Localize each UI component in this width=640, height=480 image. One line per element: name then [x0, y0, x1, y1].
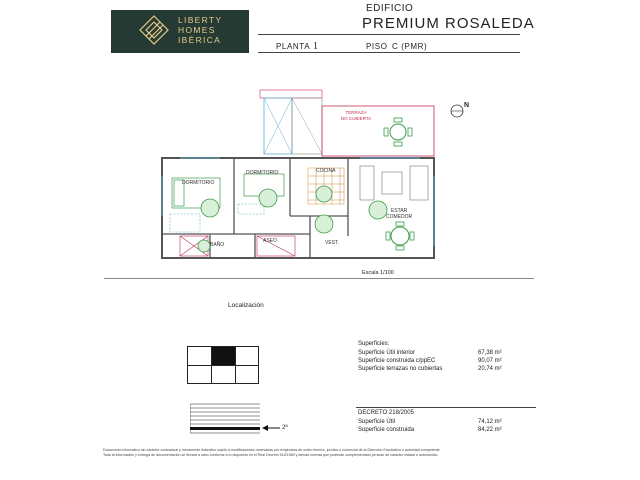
- row-value: 90,07 m²: [478, 358, 502, 364]
- superficies-title: Superficies:: [358, 341, 390, 347]
- room-dormitorio-1: DORMITORIO: [182, 180, 215, 186]
- brand-line-1: LIBERTY: [178, 15, 223, 25]
- room-cocina: COCINA: [316, 168, 336, 174]
- location-cell-selected: [211, 346, 236, 366]
- location-cell: [187, 365, 212, 384]
- superficies-table: [358, 340, 538, 380]
- row-value: 84,22 m²: [478, 427, 502, 433]
- piso-value: C (PMR): [392, 42, 428, 51]
- row-value: 74,12 m²: [478, 419, 502, 425]
- floor-stack: [190, 402, 260, 438]
- decreto-title: DECRETO 218/2005: [358, 410, 414, 416]
- room-vest: VEST.: [325, 240, 339, 246]
- floor-marker: 2ª: [282, 425, 288, 431]
- room-bano: BAÑO: [210, 242, 225, 248]
- planta-label: PLANTA: [276, 42, 311, 51]
- room-dormitorio-2: DORMITORIO: [246, 170, 279, 176]
- brand-line-3: IBÉRICA: [178, 35, 222, 45]
- room-aseo: ASEO: [263, 238, 277, 244]
- brand-line-2: HOMES: [178, 25, 216, 35]
- decreto-row: [358, 418, 502, 426]
- logo-icon: [138, 14, 170, 46]
- localizacion-label: Localización: [228, 302, 264, 309]
- location-grid: [187, 346, 259, 384]
- superficies-row: [358, 365, 502, 373]
- superficies-row: [358, 349, 502, 357]
- legal-line-1: Documento informativo sin carácter contractual y meramente ilustrativo sujeto a modificaciones necesarias por exigencias de orden técnico, jurídico o comercial de la Dirección Facultativa o autoridad competente.: [103, 448, 441, 452]
- header-rule: [258, 34, 520, 35]
- building-name: PREMIUM ROSALEDA: [362, 15, 535, 32]
- scale-label: Escala 1/100: [362, 270, 394, 276]
- location-cell: [211, 365, 236, 384]
- row-label: Superficie Útil: [358, 419, 396, 425]
- floor-plan: [160, 86, 450, 264]
- decreto-row: [358, 426, 502, 434]
- legal-line-2: Toda la información y entrega de documentación se llevará a cabo conforme a lo dispuesto en el Real Decreto 515/1989 y demás normas que pudieran complementarlo ya sean de carácter estatal o autonómico.: [103, 452, 439, 457]
- planta-value: 1: [313, 41, 319, 52]
- superficies-row: [358, 357, 502, 365]
- decreto-table: [358, 409, 538, 437]
- piso-label: PISO: [366, 42, 388, 51]
- terraza-label: TERRAZA NO CUBIERTA: [340, 110, 372, 121]
- decreto-rule: [356, 407, 536, 408]
- legal-disclaimer: [103, 448, 533, 457]
- row-value: 67,38 m²: [478, 350, 502, 356]
- subheader-rule: [258, 52, 520, 53]
- location-cell: [235, 365, 259, 384]
- brand-name: [178, 15, 222, 45]
- room-estar-comedor: ESTAR COMEDOR: [386, 208, 413, 220]
- location-cell: [187, 346, 212, 366]
- edificio-label: EDIFICIO: [366, 3, 414, 14]
- location-cell: [235, 346, 259, 366]
- row-label: Superficie construida: [358, 427, 415, 433]
- row-label: Superficie terrazas no cubiertas: [358, 366, 443, 372]
- north-label: N: [464, 102, 470, 109]
- row-label: Superficie construida c/ppEC: [358, 358, 436, 364]
- section-divider: [104, 278, 534, 279]
- row-value: 20,74 m²: [478, 366, 502, 372]
- row-label: Superficie Útil interior: [358, 350, 416, 356]
- floor-pointer-icon: [262, 424, 280, 432]
